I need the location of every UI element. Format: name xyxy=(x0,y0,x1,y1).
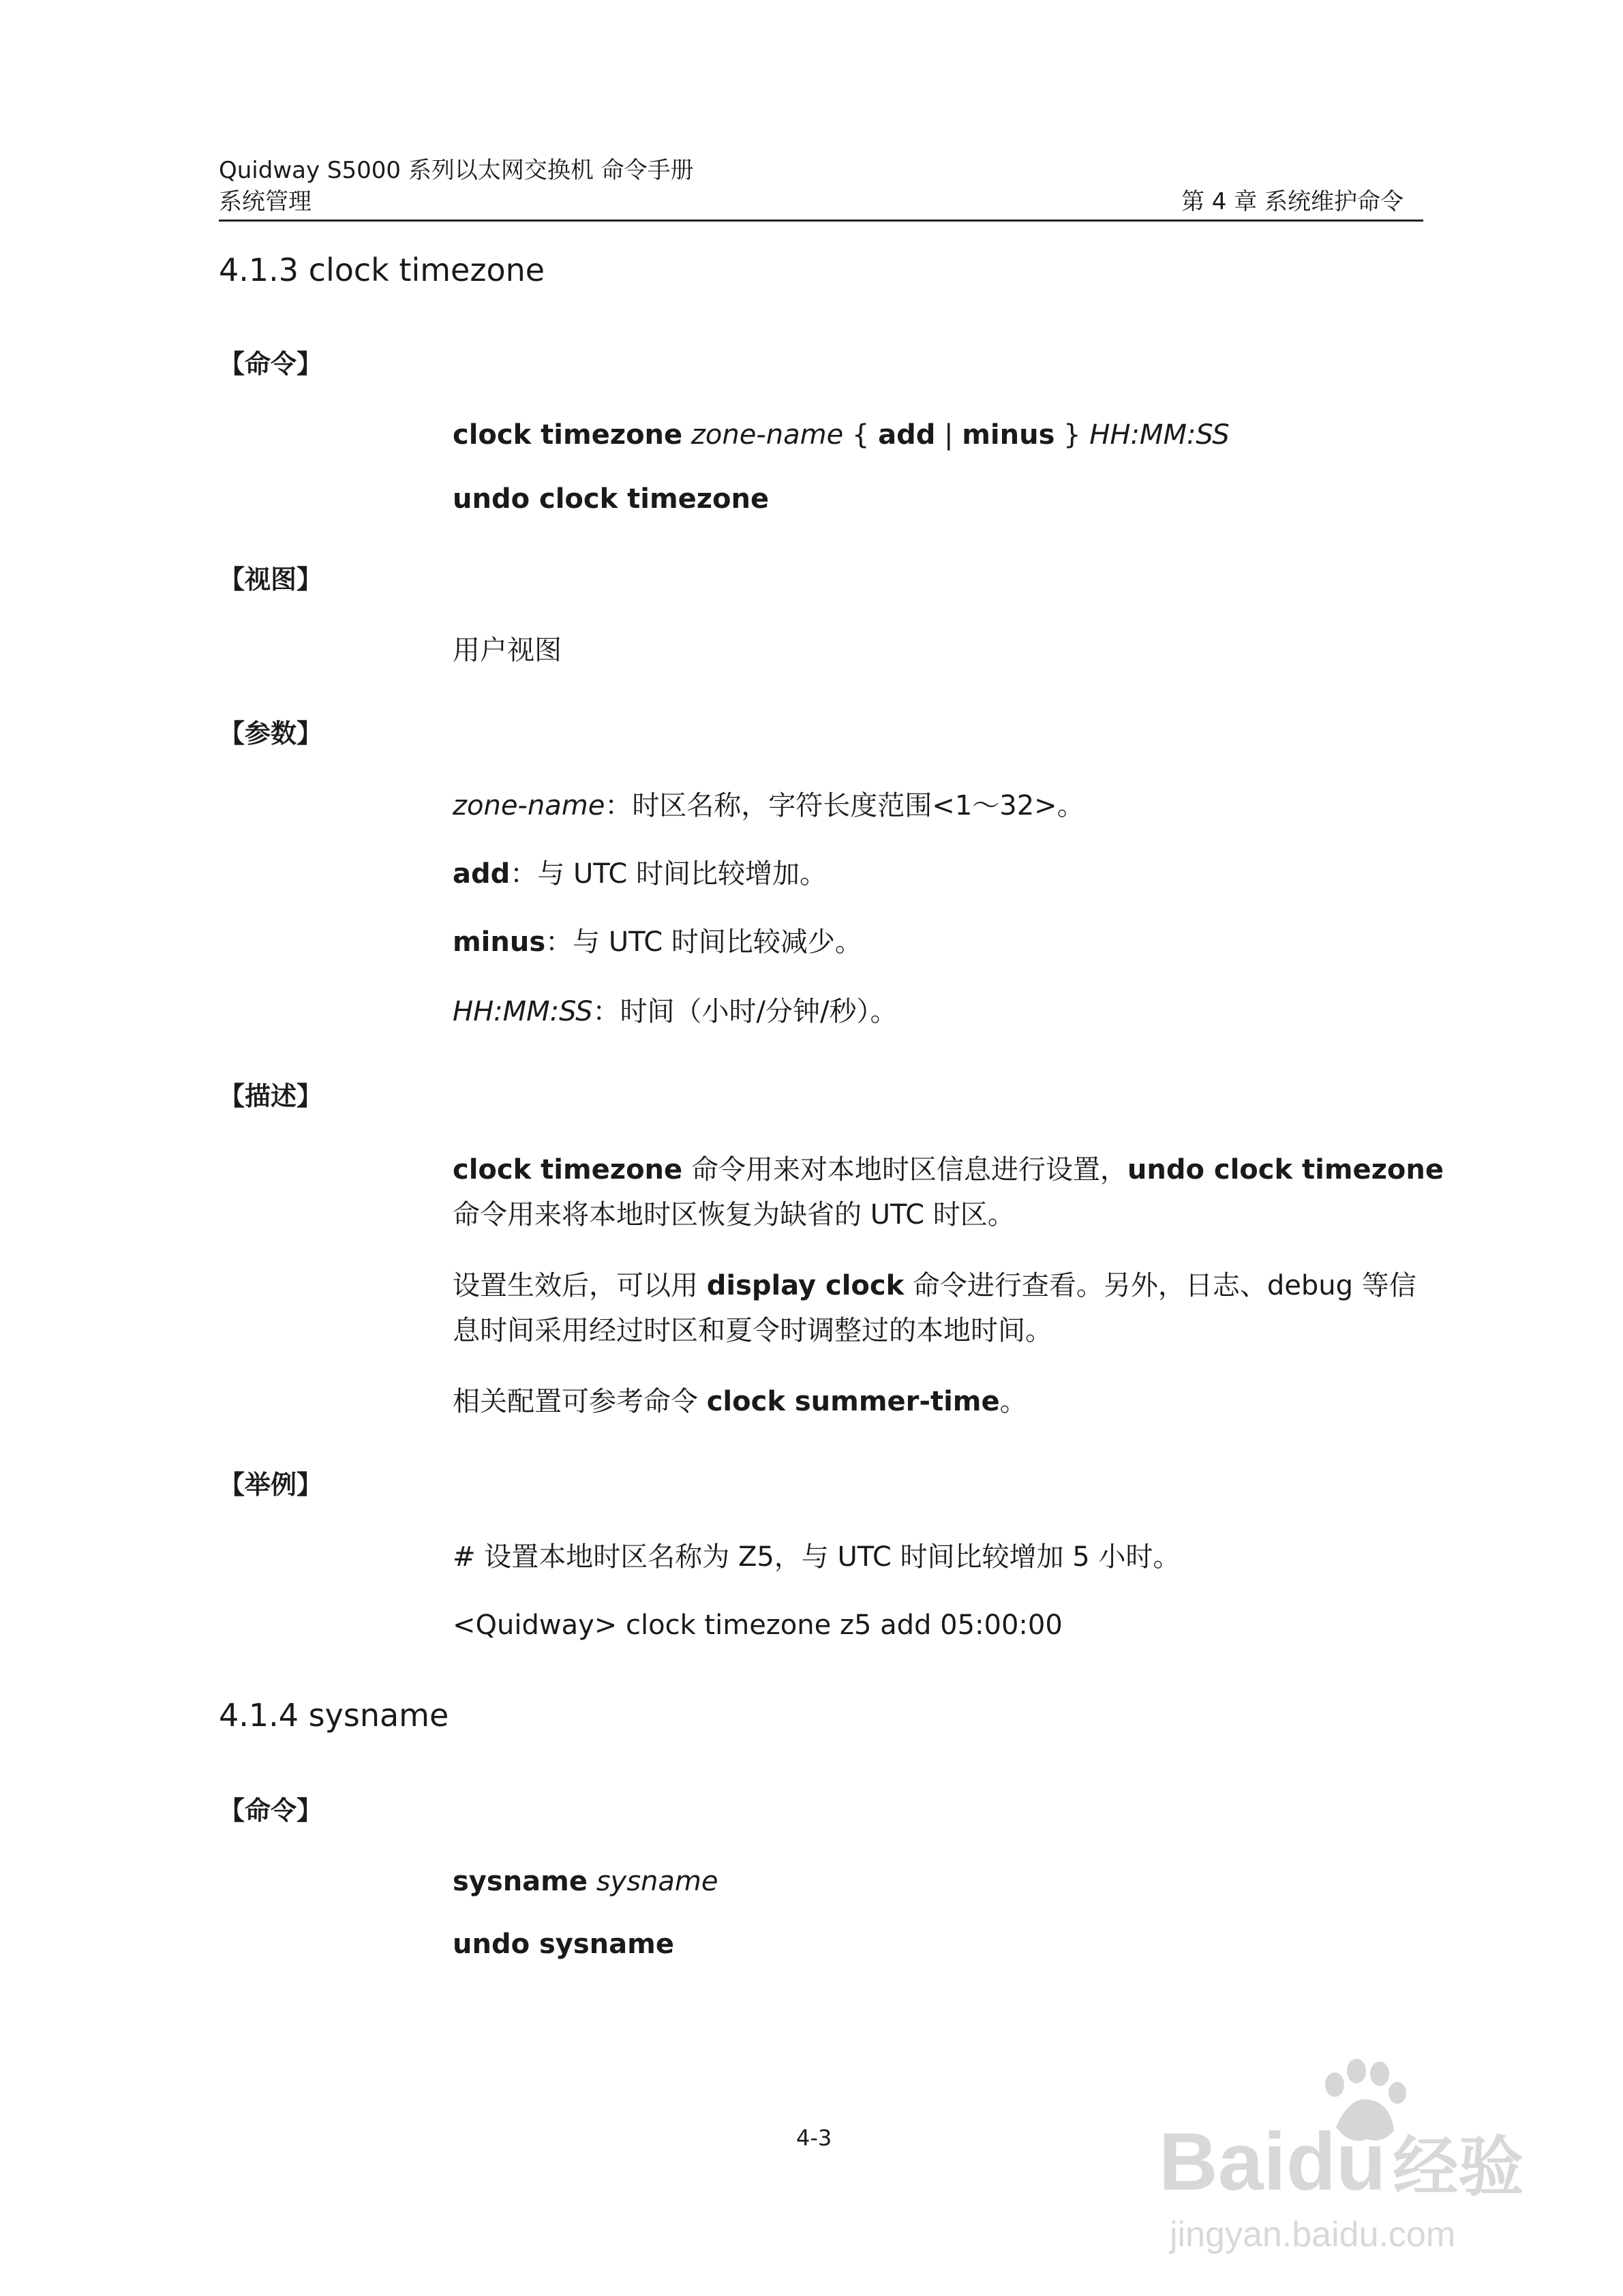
watermark-cn: 经验 xyxy=(1393,2131,1524,2204)
header-section: 系统管理 xyxy=(219,188,312,215)
description-line4: 息时间采用经过时区和夏令时调整过的本地时间。 xyxy=(453,1315,1052,1346)
watermark-url: jingyan.baidu.com xyxy=(1170,2215,1456,2254)
header-title: Quidway S5000 系列以太网交换机 命令手册 xyxy=(219,157,694,184)
description-line3: 设置生效后，可以用 display clock 命令进行查看。另外，日志、debug 等信 xyxy=(453,1270,1416,1301)
description-line5: 相关配置可参考命令 clock summer-time。 xyxy=(453,1386,1027,1417)
param-minus: minus：与 UTC 时间比较减少。 xyxy=(453,926,862,958)
label-description: 【描述】 xyxy=(219,1081,323,1111)
command-syntax-414: sysname sysname xyxy=(453,1866,718,1897)
command-undo: undo clock timezone xyxy=(453,483,770,515)
label-command-414: 【命令】 xyxy=(219,1796,323,1826)
param-add: add：与 UTC 时间比较增加。 xyxy=(453,858,827,890)
label-view: 【视图】 xyxy=(219,564,323,594)
baidu-watermark xyxy=(1159,2059,1541,2263)
watermark-brand: Bai xyxy=(1159,2116,1286,2207)
example-comment: # 设置本地时区名称为 Z5，与 UTC 时间比较增加 5 小时。 xyxy=(453,1541,1181,1573)
label-example: 【举例】 xyxy=(219,1470,323,1500)
description-line1: clock timezone 命令用来对本地时区信息进行设置，undo clock timezone xyxy=(453,1154,1444,1185)
header-rule xyxy=(219,220,1423,222)
param-time: HH:MM:SS：时间（小时/分钟/秒）。 xyxy=(453,996,898,1027)
page-number: 4-3 xyxy=(796,2125,832,2151)
header-chapter: 第 4 章 系统维护命令 xyxy=(1181,188,1404,215)
param-zone-name: zone-name：时区名称，字符长度范围<1～32>。 xyxy=(453,790,1084,821)
section-title-413: 4.1.3 clock timezone xyxy=(219,252,545,288)
section-title-414: 4.1.4 sysname xyxy=(219,1697,449,1734)
description-line2: 命令用来将本地时区恢复为缺省的 UTC 时区。 xyxy=(453,1199,1015,1230)
example-command: <Quidway> clock timezone z5 add 05:00:00 xyxy=(453,1610,1063,1641)
command-syntax: clock timezone zone-name { add | minus } HH:MM:SS xyxy=(453,419,1230,451)
command-undo-414: undo sysname xyxy=(453,1929,674,1960)
watermark-brand2: du xyxy=(1286,2116,1386,2207)
label-parameters: 【参数】 xyxy=(219,719,323,749)
view-text: 用户视图 xyxy=(453,635,562,666)
label-command: 【命令】 xyxy=(219,349,323,379)
